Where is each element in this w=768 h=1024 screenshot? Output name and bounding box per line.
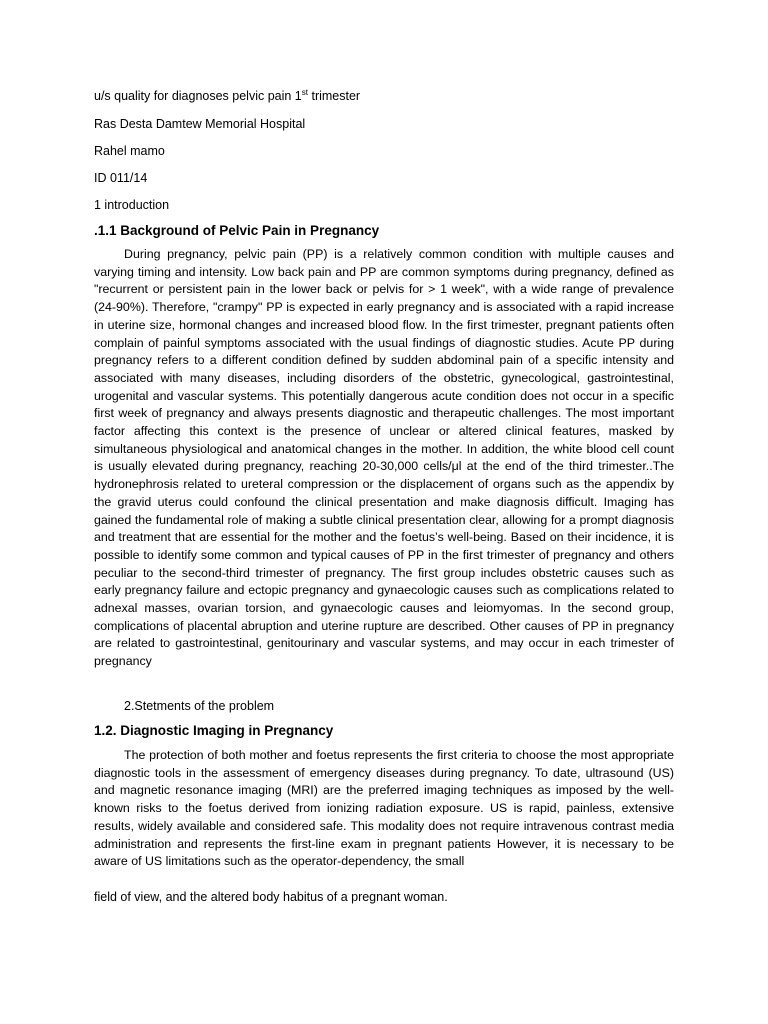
- heading-background-pelvic-pain: .1.1 Background of Pelvic Pain in Pregnancy: [94, 223, 380, 238]
- document-title-superscript: st: [301, 87, 308, 97]
- student-id: ID 011/14: [94, 171, 148, 185]
- paragraph-background: During pregnancy, pelvic pain (PP) is a relatively common condition with multiple causes and varying timing and intensity. Low back pain and PP are common symptoms during pregnancy, defined as "recurrent or persistent pain in the lower back or pelvis for > 1 week", with a wide range of prevalence (24-90%). Therefore, "crampy" PP is expected in early pregnancy and is associated with a rapid increase in uterine size, hormonal changes and increased blood flow. In the first trimester, pregnant patients often complain of painful symptoms associated with the usual findings of diagnostic studies. Acute PP during pregnancy refers to a different condition defined by sudden abdominal pain of a specific intensity and associated with many diseases, including disorders of the obstetric, gynecological, gastrointestinal, urogenital and vascular systems. This potentially dangerous acute condition does not occur in a specific first week of pregnancy and always presents diagnostic and therapeutic challenges. The most important factor affecting this context is the presence of unclear or altered clinical features, masked by simultaneous physiological and anatomical changes in the mother. In addition, the white blood cell count is usually elevated during pregnancy, reaching 20-30,000 cells/μl at the end of the third trimester..The hydronephrosis related to ureteral compression or the displacement of organs such as the appendix by the gravid uterus could confound the clinical presentation and make diagnosis difficult. Imaging has gained the fundamental role of making a subtle clinical presentation clear, allowing for a prompt diagnosis and treatment that are essential for the mother and the foetus’s well-being. Based on their incidence, it is possible to identify some common and typical causes of PP in the first trimester of pregnancy and others peculiar to the second-third trimester of pregnancy. The first group includes obstetric causes such as early pregnancy failure and ectopic pregnancy and gynaecologic causes such as complications related to adnexal masses, ovarian torsion, and gynaecologic causes and leiomyomas. In the second group, complications of placental abruption and uterine rupture are described. Other causes of PP in pregnancy are related to gastrointestinal, genitourinary and vascular systems, and may occur in each trimester of pregnancy: [94, 247, 674, 669]
- heading-diagnostic-imaging: 1.2. Diagnostic Imaging in Pregnancy: [94, 723, 334, 738]
- section-statement-of-problem: 2.Stetments of the problem: [124, 699, 275, 713]
- hospital-name: Ras Desta Damtew Memorial Hospital: [94, 117, 306, 131]
- paragraph-diagnostic-imaging-continued: field of view, and the altered body habitus of a pregnant woman.: [94, 890, 448, 904]
- section-introduction: 1 introduction: [94, 198, 170, 212]
- document-title: [94, 88, 360, 104]
- paragraph-diagnostic-imaging: The protection of both mother and foetus represents the first criteria to choose the most appropriate diagnostic tools in the assessment of emergency diseases during pregnancy. To date, ultrasound (US) and magnetic resonance imaging (MRI) are the preferred imaging techniques as imposed by the well-known risks to the foetus derived from ionizing radiation exposure. US is rapid, painless, extensive results, widely available and considered safe. This modality does not require intravenous contrast media administration and represents the first-line exam in pregnant patients However, it is necessary to be aware of US limitations such as the operator-dependency, the small: [94, 748, 674, 869]
- document-title-main: u/s quality for diagnoses pelvic pain 1: [94, 89, 302, 103]
- document-title-end: trimester: [308, 89, 361, 103]
- author-name: Rahel mamo: [94, 144, 165, 158]
